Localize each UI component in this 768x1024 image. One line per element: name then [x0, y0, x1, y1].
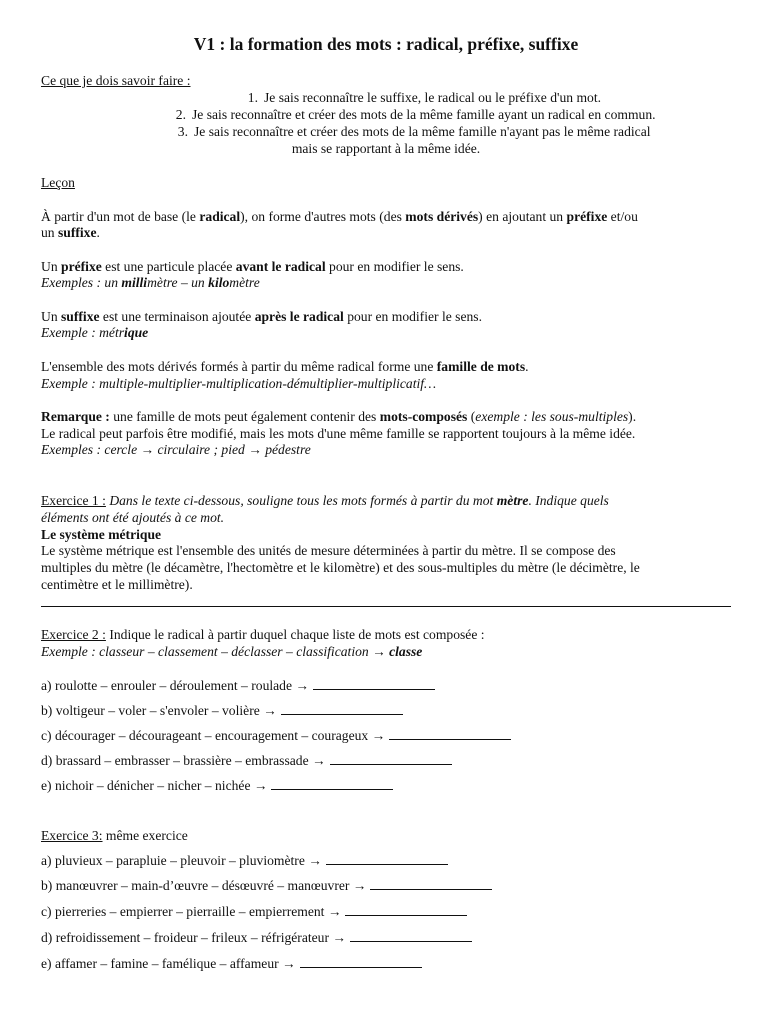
term-radical: radical: [199, 209, 241, 224]
exercise-3-item-a: a) pluvieux – parapluie – pleuvoir – pluviomètre →: [41, 852, 448, 869]
objective-1-number: 1.: [247, 90, 258, 105]
lesson-p2-definition: Un préfixe est une particule placée avant le radical pour en modifier le sens.: [41, 259, 464, 274]
lesson-p3-example: Exemple : métrique: [41, 325, 149, 340]
exercise-1-text-line: Le système métrique est l'ensemble des unités de mesure déterminées à partir du mètre. Il se compose des: [41, 543, 616, 558]
exercise-3-label: Exercice 3:: [41, 828, 103, 843]
exercise-3-item-d: d) refroidissement – froideur – frileux – réfrigérateur →: [41, 929, 472, 946]
answer-blank[interactable]: [326, 852, 448, 865]
exercise-3-item-c: c) pierreries – empierrer – pierraille – empierrement →: [41, 903, 467, 920]
objective-3-continuation: mais se rapportant à la même idée.: [291, 141, 481, 156]
objective-1: [240, 89, 601, 106]
exercise-1-instruction-line2: éléments ont été ajoutés à ce mot.: [41, 510, 225, 525]
lesson-p1-line2: un suffixe.: [41, 225, 100, 240]
exercise-2-instruction: Exercice 2 : Indique le radical à partir duquel chaque liste de mots est composée :: [41, 627, 485, 642]
exercise-1-instruction: Exercice 1 : Dans le texte ci-dessous, souligne tous les mots formés à partir du mot mètre. Indique quels: [41, 493, 609, 508]
exercise-2-item-a: a) roulotte – enrouler – déroulement – roulade →: [41, 677, 435, 694]
exercise-3-instruction: Exercice 3: même exercice: [41, 828, 188, 843]
answer-blank[interactable]: [271, 777, 393, 790]
exercise-2-item-d: d) brassard – embrasser – brassière – embrassade →: [41, 752, 452, 769]
term-suffixe: suffixe: [58, 225, 97, 240]
lesson-p4-example: Exemple : multiple-multiplier-multiplication-démultiplier-multiplicatif…: [41, 376, 437, 391]
worksheet-page: [41, 0, 731, 1024]
answer-blank[interactable]: [345, 903, 467, 916]
lesson-heading: Leçon: [41, 175, 75, 190]
term-mots-derives: mots dérivés: [405, 209, 479, 224]
lesson-remark: Remarque : une famille de mots peut également contenir des mots-composés (exemple : les sous-multiples).: [41, 409, 637, 424]
exercise-1-text-line: centimètre et le millimètre).: [41, 577, 193, 592]
answer-blank[interactable]: [281, 702, 403, 715]
objective-2: [168, 106, 656, 123]
exercise-1-label: Exercice 1 :: [41, 493, 106, 508]
term-prefixe: préfixe: [566, 209, 608, 224]
answer-blank[interactable]: [389, 727, 511, 740]
exercise-3-item-b: b) manœuvrer – main-d’œuvre – désœuvré – manœuvrer →: [41, 877, 492, 894]
exercise-2-example: Exemple : classeur – classement – déclasser – classification → classe: [41, 644, 423, 659]
answer-blank[interactable]: [300, 955, 422, 968]
exercise-1-text-line: multiples du mètre (le décamètre, l'hectomètre et le kilomètre) et des sous-multiples du mètre (le décimètre, le: [41, 560, 640, 575]
lesson-p3-definition: Un suffixe est une terminaison ajoutée après le radical pour en modifier le sens.: [41, 309, 482, 324]
objective-2-text: Je sais reconnaître et créer des mots de la même famille ayant un radical en commun.: [192, 107, 656, 122]
lesson-remark-line2: Le radical peut parfois être modifié, mais les mots d'une même famille se rapportent toujours à la même idée.: [41, 426, 636, 441]
answer-blank[interactable]: [330, 752, 452, 765]
lesson-p4-definition: L'ensemble des mots dérivés formés à partir du même radical forme une famille de mots.: [41, 359, 529, 374]
lesson-remark-example: Exemples : cercle → circulaire ; pied → pédestre: [41, 442, 311, 457]
answer-blank[interactable]: [313, 677, 435, 690]
objective-3-text: Je sais reconnaître et créer des mots de la même famille n'ayant pas le même radical: [194, 124, 651, 139]
answer-blank[interactable]: [370, 877, 492, 890]
exercise-2-label: Exercice 2 :: [41, 627, 106, 642]
answer-line: [41, 606, 731, 607]
objective-2-number: 2.: [175, 107, 186, 122]
exercise-2-item-e: e) nichoir – dénicher – nicher – nichée →: [41, 777, 393, 794]
objective-3-number: 3.: [177, 124, 188, 139]
exercise-2-item-b: b) voltigeur – voler – s'envoler – volière →: [41, 702, 403, 719]
exercise-2-item-c: c) décourager – décourageant – encouragement – courageux →: [41, 727, 511, 744]
objective-1-text: Je sais reconnaître le suffixe, le radical ou le préfixe d'un mot.: [264, 90, 602, 105]
exercise-3-item-e: e) affamer – famine – famélique – affameur →: [41, 955, 422, 972]
lesson-p2-example: Exemples : un millimètre – un kilomètre: [41, 275, 260, 290]
lesson-p1-line1: À partir d'un mot de base (le radical), on forme d'autres mots (des mots dérivés) en ajoutant un préfixe et/ou: [41, 209, 638, 224]
exercise-1-text-title: Le système métrique: [41, 527, 162, 542]
objective-3: [170, 123, 651, 140]
objectives-heading: Ce que je dois savoir faire :: [41, 73, 191, 88]
answer-blank[interactable]: [350, 929, 472, 942]
page-title: V1 : la formation des mots : radical, préfixe, suffixe: [193, 34, 579, 54]
